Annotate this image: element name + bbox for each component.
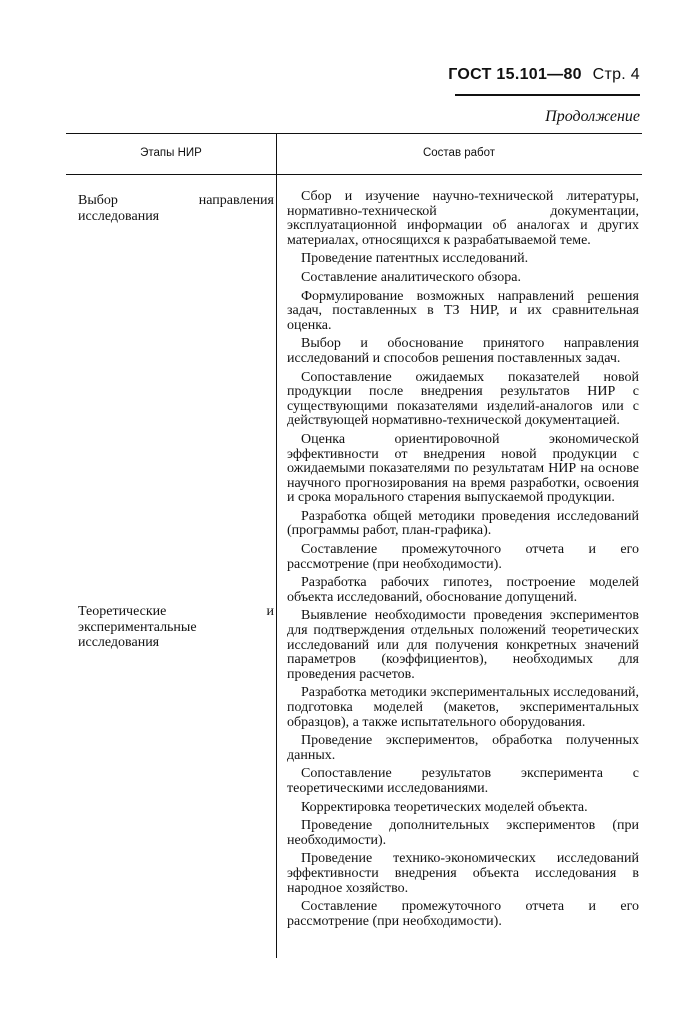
work-item: Составление промежуточного отчета и его рассмотрение (при необходимости).	[287, 542, 639, 572]
work-item: Разработка рабочих гипотез, построение моделей объекта исследований, обоснование допущений.	[287, 575, 639, 605]
work-item: Формулирование возможных направлений решения задач, поставленных в ТЗ НИР, и их сравнительная оценка.	[287, 288, 639, 333]
work-item: Оценка ориентировочной экономической эффективности от внедрения новой продукции с ожидаемыми показателями по результатам НИР на основе научного прогнозирования на время разработки, освоения и срока морального старения выпускаемой продукции.	[287, 431, 639, 506]
standard-number: ГОСТ 15.101—80	[448, 66, 582, 83]
page-header	[448, 66, 640, 84]
work-item: Корректировка теоретических моделей объекта.	[301, 799, 588, 815]
work-item: Проведение патентных исследований.	[301, 251, 529, 267]
work-item: Сопоставление ожидаемых показателей новой продукции после внедрения результатов НИР с существующими показателями изделий-аналогов или с действующей нормативно-технической документацией.	[287, 369, 639, 429]
work-item: Разработка методики экспериментальных исследований, подготовка моделей (макетов, экспериментальных образцов), а также испытательного оборудования.	[287, 685, 639, 730]
continuation-label: Продолжение	[545, 108, 640, 125]
table-header-border	[66, 174, 642, 175]
work-item: Разработка общей методики проведения исследований (программы работ, план-графика).	[287, 508, 639, 539]
column-header-stage: Этапы НИР	[140, 147, 202, 159]
work-item: Проведение дополнительных экспериментов (при необходимости).	[287, 818, 639, 848]
work-item: Выбор и обоснование принятого направления исследований и способов решения поставленных задач.	[287, 336, 639, 366]
stage-theoretical-experimental: Теоретические и экспериментальные исследования	[78, 604, 274, 650]
page-number: Стр. 4	[592, 66, 640, 83]
work-item: Сбор и изучение научно-технической литературы, нормативно-технической документации, эксплуатационной информации об аналогах и других материалах, относящихся к разрабатываемой теме.	[287, 189, 639, 248]
work-item: Проведение технико-экономических исследований эффективности внедрения объекта исследования в народное хозяйство.	[287, 851, 639, 896]
column-divider	[276, 133, 277, 958]
column-header-content: Состав работ	[422, 147, 496, 159]
work-item: Составление промежуточного отчета и его рассмотрение (при необходимости).	[287, 899, 639, 929]
work-item: Проведение экспериментов, обработка полученных данных.	[287, 733, 639, 763]
work-item: Составление аналитического обзора.	[301, 269, 521, 285]
header-rule	[455, 94, 640, 96]
work-item: Сопоставление результатов эксперимента с теоретическими исследованиями.	[287, 766, 639, 796]
work-list	[287, 190, 639, 933]
stage-direction-selection: Выбор направления исследования	[78, 193, 274, 224]
table-top-border	[66, 133, 642, 134]
work-item: Выявление необходимости проведения экспериментов для подтверждения отдельных положений теоретических исследований или для получения конкретных значений параметров (коэффициентов), необходимых для проведения расчетов.	[287, 608, 639, 682]
